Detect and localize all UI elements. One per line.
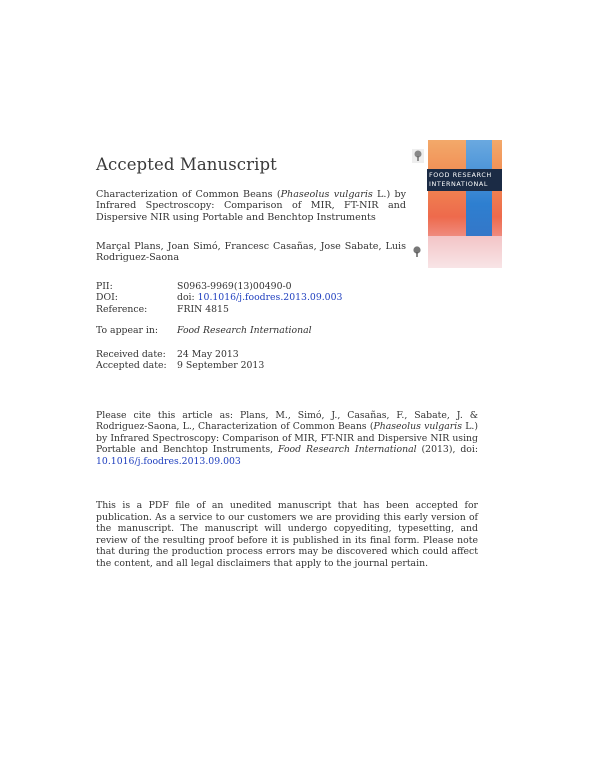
appear-label: To appear in:: [96, 325, 159, 336]
doi-label: DOI:: [96, 292, 118, 303]
received-value: 24 May 2013: [177, 349, 239, 360]
elsevier-logo-icon: [412, 246, 422, 258]
citation-doi-link[interactable]: 10.1016/j.foodres.2013.09.003: [96, 455, 241, 467]
article-title: [96, 189, 406, 223]
reference-label: Reference:: [96, 304, 148, 315]
cover-title-line-1: FOOD RESEARCH: [429, 171, 492, 179]
doi-prefix: doi:: [177, 292, 198, 303]
received-label: Received date:: [96, 349, 166, 360]
article-authors: Marçal Plans, Joan Simó, Francesc Casañas, Jose Sabate, Luis Rodriguez-Saona: [96, 241, 406, 264]
citation-part-2: L.) by Infrared Spectroscopy: Comparison of MIR, FT-NIR and Dispersive NIR using Portable and Benchtop Instruments,: [96, 421, 478, 456]
citation-part-1: Please cite this article as: Plans, M., Simó, J., Casañas, F., Sabate, J. & Rodriguez-Saona, L., Characterization of Common Beans (: [96, 410, 478, 433]
accepted-value: 9 September 2013: [177, 360, 265, 371]
pii-value: S0963-9969(13)00490-0: [177, 281, 292, 292]
citation-journal: Food Research International: [278, 444, 417, 456]
cover-title-bar: [427, 169, 502, 191]
cover-lower-panel: [428, 236, 502, 268]
journal-name: Food Research International: [177, 325, 312, 336]
reference-value: FRIN 4815: [177, 304, 229, 315]
disclaimer-paragraph: This is a PDF file of an unedited manuscript that has been accepted for publication. As a service to our customers we are providing this early version of the manuscript. The manuscript will undergo copyediting, typesetting, and review of the resulting proof before it is published in its final form. Please note that during the production process errors may be discovered which could affect the content, and all legal disclaimers that apply to the journal pertain.: [96, 500, 478, 569]
doi-link[interactable]: 10.1016/j.foodres.2013.09.003: [197, 292, 343, 303]
article-title-part-2: L.) by Infrared Spectroscopy: Comparison of MIR, FT-NIR and Dispersive NIR using Portable and Benchtop Instruments: [96, 189, 407, 223]
citation-part-3: (2013), doi:: [416, 444, 478, 456]
accepted-label: Accepted date:: [96, 360, 167, 371]
citation-paragraph: [96, 410, 478, 467]
page-heading: Accepted Manuscript: [96, 155, 277, 174]
article-title-part-1: Characterization of Common Beans (: [96, 189, 281, 200]
cover-title-line-2: INTERNATIONAL: [429, 180, 489, 188]
journal-cover: [406, 140, 502, 268]
elsevier-tree-icon: [412, 149, 424, 163]
pii-label: PII:: [96, 281, 113, 292]
citation-species: Phaseolus vulgaris: [373, 421, 462, 433]
article-title-species: Phaseolus vulgaris: [280, 189, 373, 200]
